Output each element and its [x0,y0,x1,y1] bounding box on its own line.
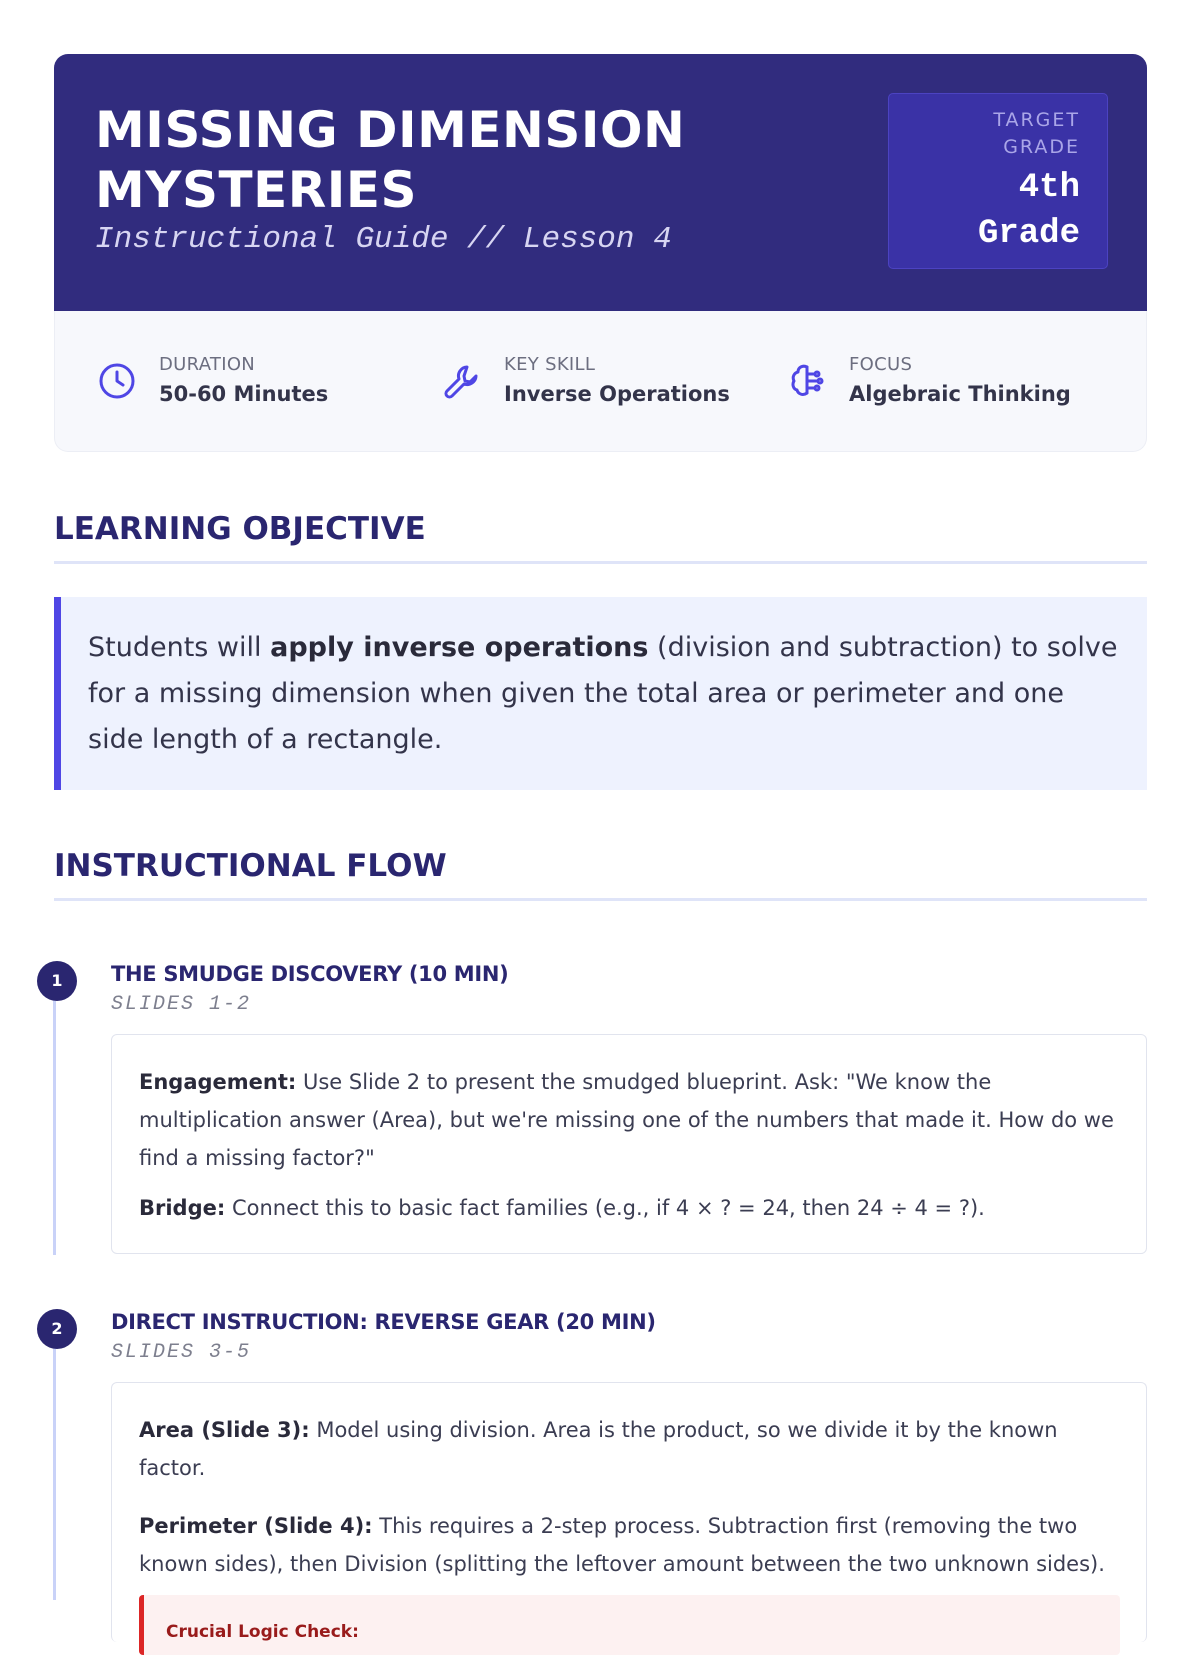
step-2-slides: SLIDES 3-5 [111,1341,252,1364]
lesson-subtitle: Instructional Guide // Lesson 4 [95,222,672,257]
step-1-bridge-text: Connect this to basic fact families (e.g., if 4 × ? = 24, then 24 ÷ 4 = ?). [225,1196,985,1220]
step-2-title: DIRECT INSTRUCTION: REVERSE GEAR (20 MIN) [111,1310,656,1334]
step-1-engagement-label: Engagement: [139,1070,297,1094]
logic-check-label: Crucial Logic Check: [166,1622,359,1642]
learning-objective-heading: LEARNING OBJECTIVE [54,511,1147,564]
step-1-card [111,1034,1147,1254]
objective-text-post: (division and subtraction) to solve for a missing dimension when given the total area or perimeter and one side length of a rectangle. [88,632,1118,755]
step-1-bridge-label: Bridge: [139,1196,226,1220]
lesson-header [54,54,1147,311]
grade-value-line-1: 4th [1018,169,1080,207]
meta-focus-value: Algebraic Thinking [849,382,1071,406]
step-2-card [111,1382,1147,1642]
lesson-title [95,100,685,220]
wrench-icon [442,361,482,401]
step-1-engagement [139,1063,1120,1177]
step-2-area-label: Area (Slide 3): [139,1418,310,1442]
meta-focus-label: FOCUS [849,354,913,375]
step-2-perimeter-label: Perimeter (Slide 4): [139,1514,373,1538]
step-1-title: THE SMUDGE DISCOVERY (10 MIN) [111,962,509,986]
objective-text-pre: Students will [88,632,271,663]
meta-key-skill-label: KEY SKILL [504,354,596,375]
meta-key-skill-value: Inverse Operations [504,382,730,406]
grade-value [889,165,1080,257]
step-1-timeline-line [53,1000,56,1255]
objective-text-bold: apply inverse operations [270,632,649,663]
title-line-1: MISSING DIMENSION [95,101,686,159]
step-2-number-badge: 2 [37,1309,77,1349]
step-1-engagement-text: Use Slide 2 to present the smudged blueprint. Ask: "We know the multiplication answer (Area), but we're missing one of the numbers that made it. How do we find a missing factor?" [139,1070,1114,1170]
step-1-number-badge: 1 [37,961,77,1001]
step-2-perimeter [139,1507,1120,1583]
grade-label-line-2: GRADE [1003,136,1080,158]
step-2-area-text: Model using division. Area is the product, so we divide it by the known factor. [139,1418,1058,1480]
logic-check-callout [139,1595,1120,1655]
lesson-meta-bar [54,311,1147,452]
step-2-area [139,1411,1120,1487]
step-1-bridge [139,1189,1120,1227]
step-2-perimeter-text: This requires a 2-step process. Subtraction first (removing the two known sides), then Division (splitting the leftover amount between the two unknown sides). [139,1514,1105,1576]
grade-value-line-2: Grade [977,215,1080,253]
title-line-2: MYSTERIES [95,161,418,219]
meta-duration-label: DURATION [159,354,256,375]
grade-label-line-1: TARGET [993,109,1080,131]
meta-duration-value: 50-60 Minutes [159,382,329,406]
step-2-timeline-line [53,1348,56,1600]
brain-icon [787,361,827,401]
target-grade-box [888,93,1108,269]
clock-icon [97,361,137,401]
learning-objective-callout [54,597,1147,790]
instructional-flow-heading: INSTRUCTIONAL FLOW [54,848,1147,901]
step-1-slides: SLIDES 1-2 [111,993,252,1016]
